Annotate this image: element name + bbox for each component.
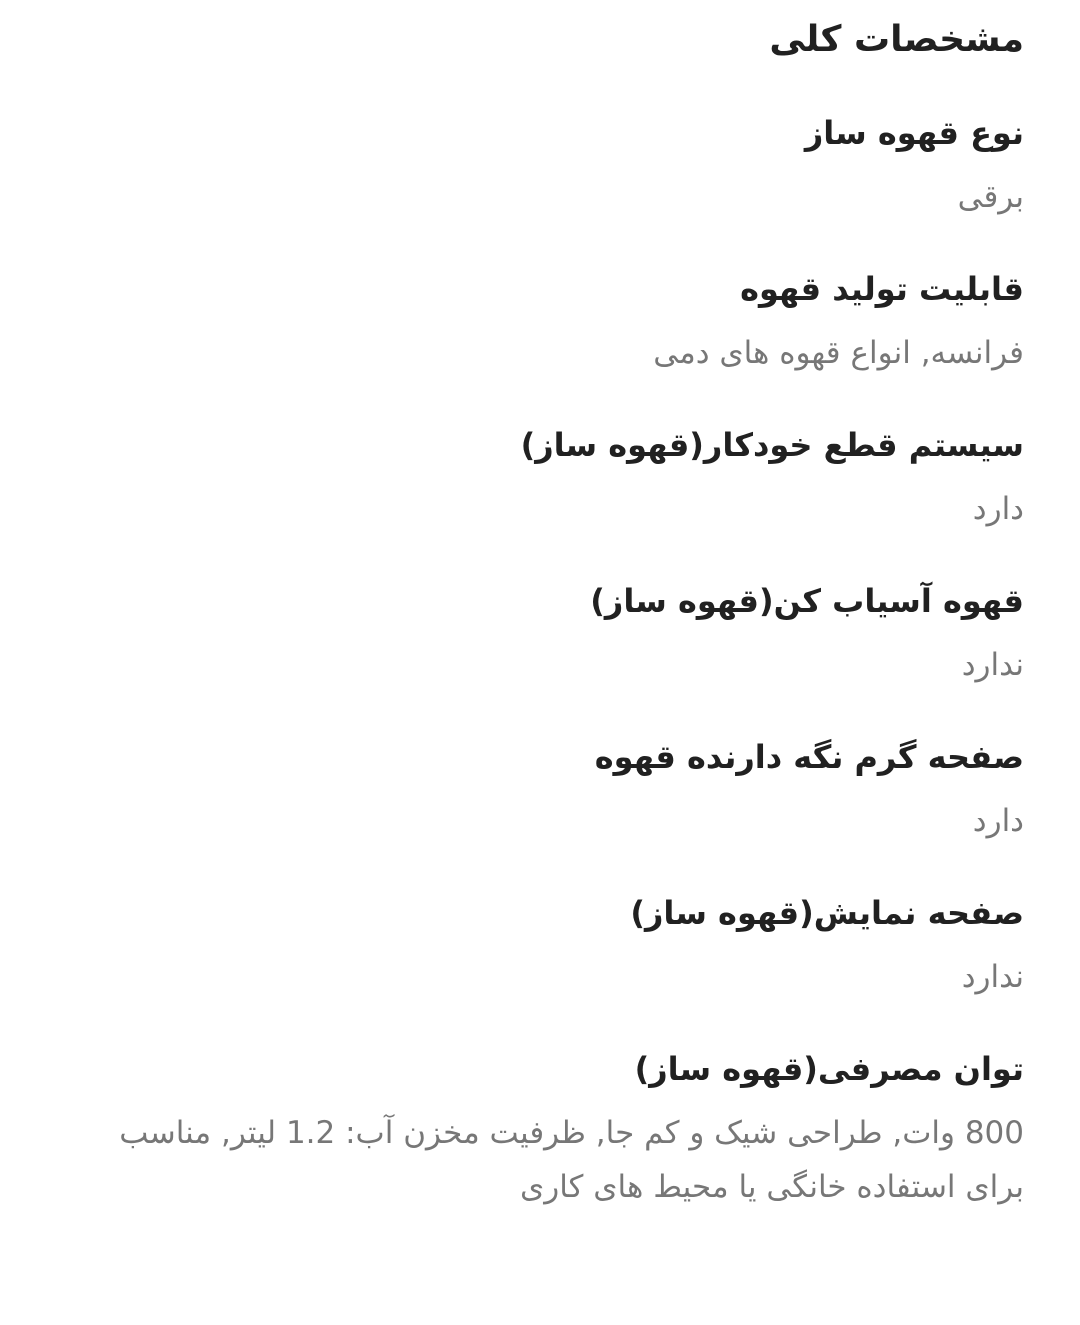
spec-label: نوع قهوه ساز: [804, 114, 1024, 152]
spec-label: صفحه نمایش(قهوه ساز): [630, 894, 1024, 932]
spec-item-coffee-production: [56, 224, 1024, 380]
spec-value: دارد: [972, 803, 1024, 839]
spec-label: قهوه آسیاب کن(قهوه ساز): [590, 582, 1024, 620]
spec-item-auto-shutoff: [56, 380, 1024, 536]
spec-value: برقی: [957, 179, 1024, 215]
spec-value: ندارد: [961, 647, 1024, 683]
spec-item-power-consumption: [56, 1004, 1024, 1214]
spec-label: صفحه گرم نگه دارنده قهوه: [594, 738, 1024, 776]
spec-value: 800 وات, طراحی شیک و کم جا, ظرفیت مخزن آب: 1.2 لیتر, مناسب برای استفاده خانگی یا محیط های کاری: [119, 1115, 1024, 1205]
spec-list: [56, 70, 1024, 1214]
spec-label: سیستم قطع خودکار(قهوه ساز): [520, 426, 1024, 464]
spec-item-warming-plate: [56, 692, 1024, 848]
spec-label: قابلیت تولید قهوه: [740, 270, 1024, 308]
spec-label: توان مصرفی(قهوه ساز): [634, 1050, 1024, 1088]
spec-item-grinder: [56, 536, 1024, 692]
spec-value: ندارد: [961, 959, 1024, 995]
spec-item-coffee-maker-type: [56, 70, 1024, 224]
spec-value: فرانسه, انواع قهوه های دمی: [653, 335, 1024, 371]
section-title: مشخصات کلی: [769, 19, 1024, 60]
spec-value: دارد: [972, 491, 1024, 527]
spec-item-display: [56, 848, 1024, 1004]
